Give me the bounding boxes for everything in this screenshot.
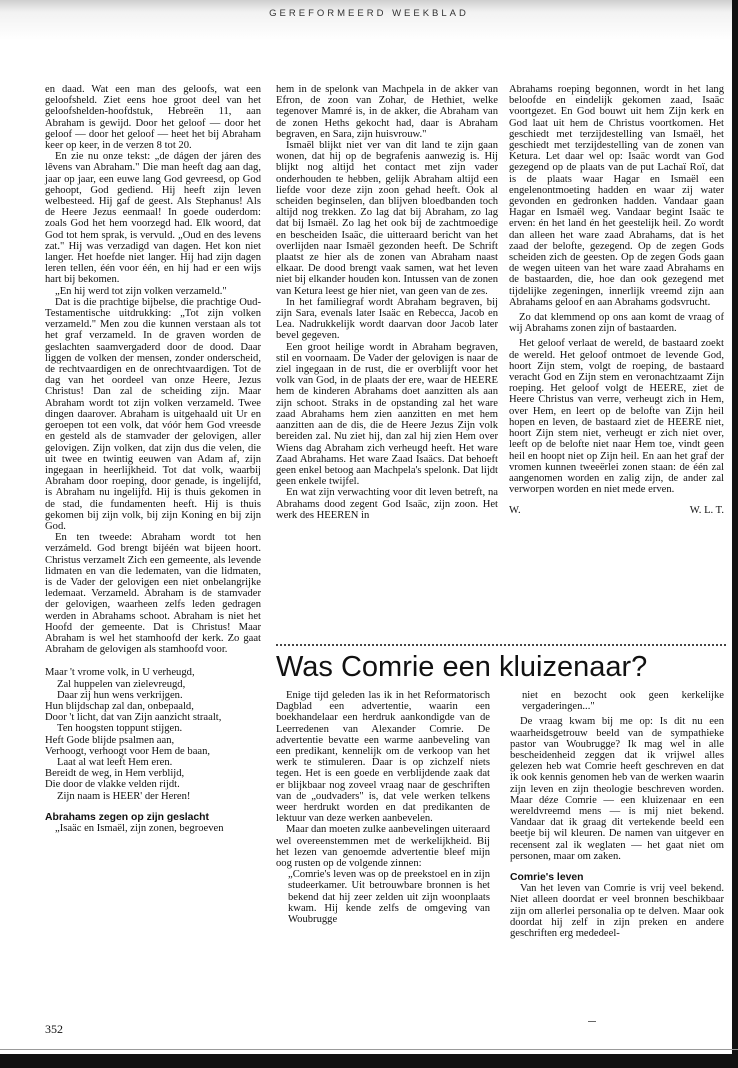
scan-mark — [588, 1021, 596, 1022]
paragraph: Van het leven van Comrie is vrij veel bekend. Niet alleen doordat er veel bronnen beschikbaar zijn om allerlei personalia op te delven. Maar ook doordat hij zelf in zijn preken en andere geschriften erg mededeel- — [510, 883, 724, 940]
paragraph: Maar dan moeten zulke aanbevelingen uiteraard wel overeenstemmen met de werkelijkheid. Bij het lezen van genoemde advertentie bleef mijn oog rusten op de volgende zinnen: — [276, 824, 490, 870]
paragraph: En wat zijn verwachting voor dit leven betreft, na Abrahams dood zegent God Isaäc, zijn zoon. Het werk des HEEREN in — [276, 487, 498, 521]
signature-line — [509, 505, 724, 516]
psalm-verse — [45, 667, 261, 801]
column-1 — [45, 84, 261, 834]
paragraph: Dat is die prachtige bijbelse, die prachtige Oud-Testamentische uitdrukking: „Tot zijn volken verzameld." Men zou die kunnen verstaan als tot het graf verzameld. In de graven worden de geslachten saamvergaderd door de dood. Daar liggen de volken der mensen, zonder onderscheid, de rechtvaardigen en de onrechtvaardigen. Tot de dag van het oordeel van onze Heere, Jezus Christus! Dan zal de scheiding zijn. Maar Abraham wordt tot zijn volken verzameld. Twee dingen daarover. Abraham is uitgehaald uit Ur en geroepen tot een volk, dat vóór hem God vreesde en gesteld als de stamvader der gelovigen, aller gelovigen. Zijn volken, dat zijn dus die velen, die uit twee en twintig eeuwen van Adam af, zijn ingegaan in heerlijkheid. Tot dat volk, waarbij Abraham door roeping, door genade, is ingelijfd, is Abraham nu ingelijfd. Hij is thuis gekomen in de stad, die fundamenten heeft. Hij is thuis gekomen bij zijn volk, bij zijn Koning en bij zijn God. — [45, 296, 261, 532]
article-column-left — [276, 690, 490, 925]
verse-line: Door 't licht, dat van Zijn aanzicht straalt, — [45, 712, 222, 724]
paragraph: De vraag kwam bij me op: Is dit nu een waarheidsgetrouw beeld van de sympathieke pastor van Woubrugge? Ik mag wel in alle bescheidenheid zeggen dat ik vrijwel alles gelezen heb wat Comrie heeft geschreven en dat ik ook kennis genomen heb van de werken waarin zijn leven en zijn theologie beschreven worden. Maar déze Comrie — een kluizenaar en een wereldvreemd mens — is mij niet bekend. Vandaar dat ik graag dit vertekende beeld een beetje bij wil kleuren. De namen van uitgever en recensent zal ik weglaten — het gaat niet om personen, maar om zaken. — [510, 716, 724, 862]
paragraph: en daad. Wat een man des geloofs, wat een geloofsheld. Ziet eens hoe groot deel van het geloofshelden-hoofdstuk, Hebreën 11, aan Abraham is gewijd. Door het geloof — door het geloof — door het geloof — heet het bij Abraham keer op keer, in de verzen 8 tot 20. — [45, 84, 261, 152]
verse-line: Hun blijdschap zal dan, onbepaald, — [45, 700, 194, 712]
verse-line: Bereidt de weg, in Hem verblijd, — [45, 768, 185, 780]
running-header: GEREFORMEERD WEEKBLAD — [269, 8, 469, 19]
paragraph: hem in de spelonk van Machpela in de akker van Efron, de zoon van Zohar, de Hethiet, welke tegenover Mamré is, in de akker, die Abraham van de zonen Heths gekocht had, daar is Abraham begraven, en Sara, zijn huisvrouw." — [276, 84, 498, 140]
scan-edge-shadow — [0, 0, 738, 40]
column-2 — [276, 84, 498, 521]
author-initials: W. L. T. — [689, 505, 724, 517]
verse-line: Die door de vlakke velden rijdt. — [45, 779, 180, 791]
verse-line: Ten hoogsten toppunt stijgen. — [57, 723, 183, 735]
verse-line: Verhoogt, verhoogt voor Hem de baan, — [45, 745, 211, 757]
paragraph: Ismaël blijkt niet ver van dit land te zijn gaan wonen, dat hij op de begrafenis aanwezig is. Hij blijkt nog altijd het contact met zijn vader onderhouden te hebben, gelijk Abraham altijd een liefde voor deze zijn zoon gehad heeft. Ook al scheiden beginselen, dan blijven bloedbanden toch altijd nog trekken. Zo lag dat bij Abraham, zo lag dat bij Ismaël. Zo lag het ook bij de zachtmoedige en bescheiden Isaäc, die uitteraard bericht van het overlijden naar Ismaël gezonden heeft. De Schrift plaatst ze hier als de zonen van Abraham naast elkaar. De dood brengt vaak samen, wat het leven niet bij elkander houden kon. Intussen van de zonen van Ketura leest ge hier niet, van geen van de zes. — [276, 140, 498, 297]
scan-border-right — [732, 0, 738, 1068]
paragraph: En zie nu onze tekst: „de dágen der járen des lêvens van Abraham." Die man heeft dag aan dag, jaar op jaar, een euwe lang God gevreesd, op God gehoopt, God gediend. Hij heeft zijn leven welbesteed. Hij gaf de geest. Als Stephanus! Als de Heere Jezus eenmaal! In goede ouderdom: zoals God het hem voorzegd had. Elk woord, dat God tot hem sprak, is vervuld. „Oud en des levens zat." Hij was verzadigd van dagen. Het kon niet langer. Het hoefde niet langer. Hij had zijn dagen leren tellen, één voor één, en hij had er een wijs hart bij bekomen. — [45, 151, 261, 286]
paragraph: In het familiegraf wordt Abraham begraven, bij zijn Sara, evenals later Isaäc en Rebecca, Jacob en Lea. Nadrukkelijk wordt daarvan door Jacob later bevel gegeven. — [276, 296, 498, 342]
page-number: 352 — [45, 1022, 63, 1036]
scan-border-bottom — [0, 1054, 738, 1068]
article-column-right — [510, 690, 724, 939]
article-title: Was Comrie een kluizenaar? — [276, 651, 648, 683]
paragraph: En ten tweede: Abraham wordt tot hen verzámeld. God brengt bijéén wat bijeen hoort. Christus verzamelt Zich een gemeente, als levende lidmaten en van die ledematen, van die lidmaten, is de Vader der gelovigen een niet onbelangrijke ledemaat. Verzameld. Abraham is de stamvader der gelovigen, waarheen zelfs leden gedragen werden in Abrahams schoot. Abraham is niet het Hoofd der gemeente. Dat is Christus! Maar Abraham is wel het stamhoofd der kerk. Zo gaat Abraham de gelovigen als stamhoofd voor. — [45, 532, 261, 656]
verse-line: Zijn naam is HEER' der Heren! — [57, 790, 191, 802]
section-heading: Comrie's leven — [510, 872, 584, 884]
paragraph: Een groot heilige wordt in Abraham begraven, stil en voornaam. De Vader der gelovigen is naar de ziel ingegaan in de rust, die er overblijft voor het volk van God, in de plaats der ere, waar de HEERE hem de kinderen Abrahams doet aanzitten als aan zijn schoot. Straks in de opstanding zal het ware zaad Abrahams hem zien aanzitten en met hem aanzitten aan de dis, die de Heere Jezus Zijn volk bereiden zal. Nu ziet hij, dan zal hij zien Hem over Wiens dag Abraham zich verheugd heeft. Het ware Zaad Abrahams. Het ware Zaad Isaäcs. Dat behoeft geen enkel betoog aan Machpela's spelonk. Dat lijdt geen enkele twijfel. — [276, 341, 498, 488]
block-quote-continued: niet en bezocht ook geen kerkelijke vergaderingen..." — [522, 690, 724, 713]
paragraph: „En hij werd tot zijn volken verzameld." — [55, 285, 227, 297]
column-3 — [509, 84, 724, 517]
paragraph: „Isaäc en Ismaël, zijn zonen, begroeven — [55, 823, 224, 834]
section-heading: Abrahams zegen op zijn geslacht — [45, 811, 209, 823]
verse-line: Daar zij hun wens verkrijgen. — [57, 689, 183, 701]
verse-line: Heft Gode blijde psalmen aan, — [45, 734, 175, 746]
verse-line: Maar 't vrome volk, in U verheugd, — [45, 667, 195, 679]
signature-initial: W. — [509, 505, 521, 517]
scan-line — [0, 1049, 738, 1050]
verse-line: Zal huppelen van zielevreugd, — [57, 678, 186, 690]
paragraph: Abrahams roeping begonnen, wordt in het lang beloofde en eindelijk gekomen zaad, Isaäc voortgezet. En God bouwt uit hem Zijn kerk en God laat uit hem de Christus voortkomen. Het geschiedt met terzijdestelling van Ismaël, het geschiedt met terzijdestelling van de zonen van Ketura. Let daar wel op: Isaäc wordt van God gezegend op de plaats van de put Lachaï Roï, dat is de plaats waar Hagar en Ismaël een engelenontmoeting hadden en waar zij water gevonden en gedronken hadden. Vandaar gaan Hagar en Ismaël weg. Vandaar begint Isaäc te erven: én het land én het geestelijk heil. Zo wordt dan alleen het ware zaad Abrahams, dat is het zaad der belofte, gezegend. Op de zegen Gods scheiden zich de geesten. Op de zegen Gods gaan de wegen uiteen van het ware zaad Abrahams en de bastaarden, die, hoe dan ook gezegend met tijdelijke zegeningen, innerlijk vreemd zijn aan Abrahams geloof en aan Abrahams godsvrucht. — [509, 84, 724, 308]
paragraph: Het geloof verlaat de wereld, de bastaard zoekt de wereld. Het geloof ontmoet de levende God, hoort Zijn stem, volgt de roeping, de bastaard veracht God en Zijn stem en veronachtzaamt Zijn roeping. Het geloof volgt de HEERE, ziet de Heere Christus van verre, verheugt zich in Hem, over Hem, en leert op de belofte van Zijn heil hopen en leven, de bastaard ziet de HEERE niet, hoort Zijn stem niet, verheugt er zich niet over, leeft op de belofte niet naar Hem toe, vindt geen heil en hoopt niet op Zijn heil. En aan het graf der vromen kunnen tweeërlei zonen staan: de één zal aangenomen worden en zalig zijn, de ander zal verworpen worden en niet mede erven. — [509, 338, 724, 496]
paragraph: Zo dat klemmend op ons aan komt de vraag of wij Abrahams zonen zijn of bastaarden. — [509, 312, 724, 335]
block-quote: „Comrie's leven was op de preekstoel en in zijn studeerkamer. Uit betrouwbare bronnen is het bekend dat hij zeer zelden uit zijn woonplaats kwam. Hij kende zelfs de omgeving van Woubrugge — [288, 869, 490, 926]
verse-line: Laat al wat leeft Hem eren. — [57, 756, 173, 768]
paragraph: Enige tijd geleden las ik in het Reformatorisch Dagblad een advertentie, waarin een boekhandelaar een herdruk aankondigde van de Leerredenen van Alexander Comrie. De advertentie bevatte een warme aanbeveling van een predikant, kennelijk om de verkoop van het werk te stimuleren. Daar is op zichzelf niets tegen. Het is een goede en verblijdende zaak dat er blijkbaar nog zoveel vraag naar de geschriften van de „oudvaders" is, dat vele werken telkens weer herdrukt worden en dat predikanten de lektuur van deze werken aanbevelen. — [276, 690, 490, 825]
